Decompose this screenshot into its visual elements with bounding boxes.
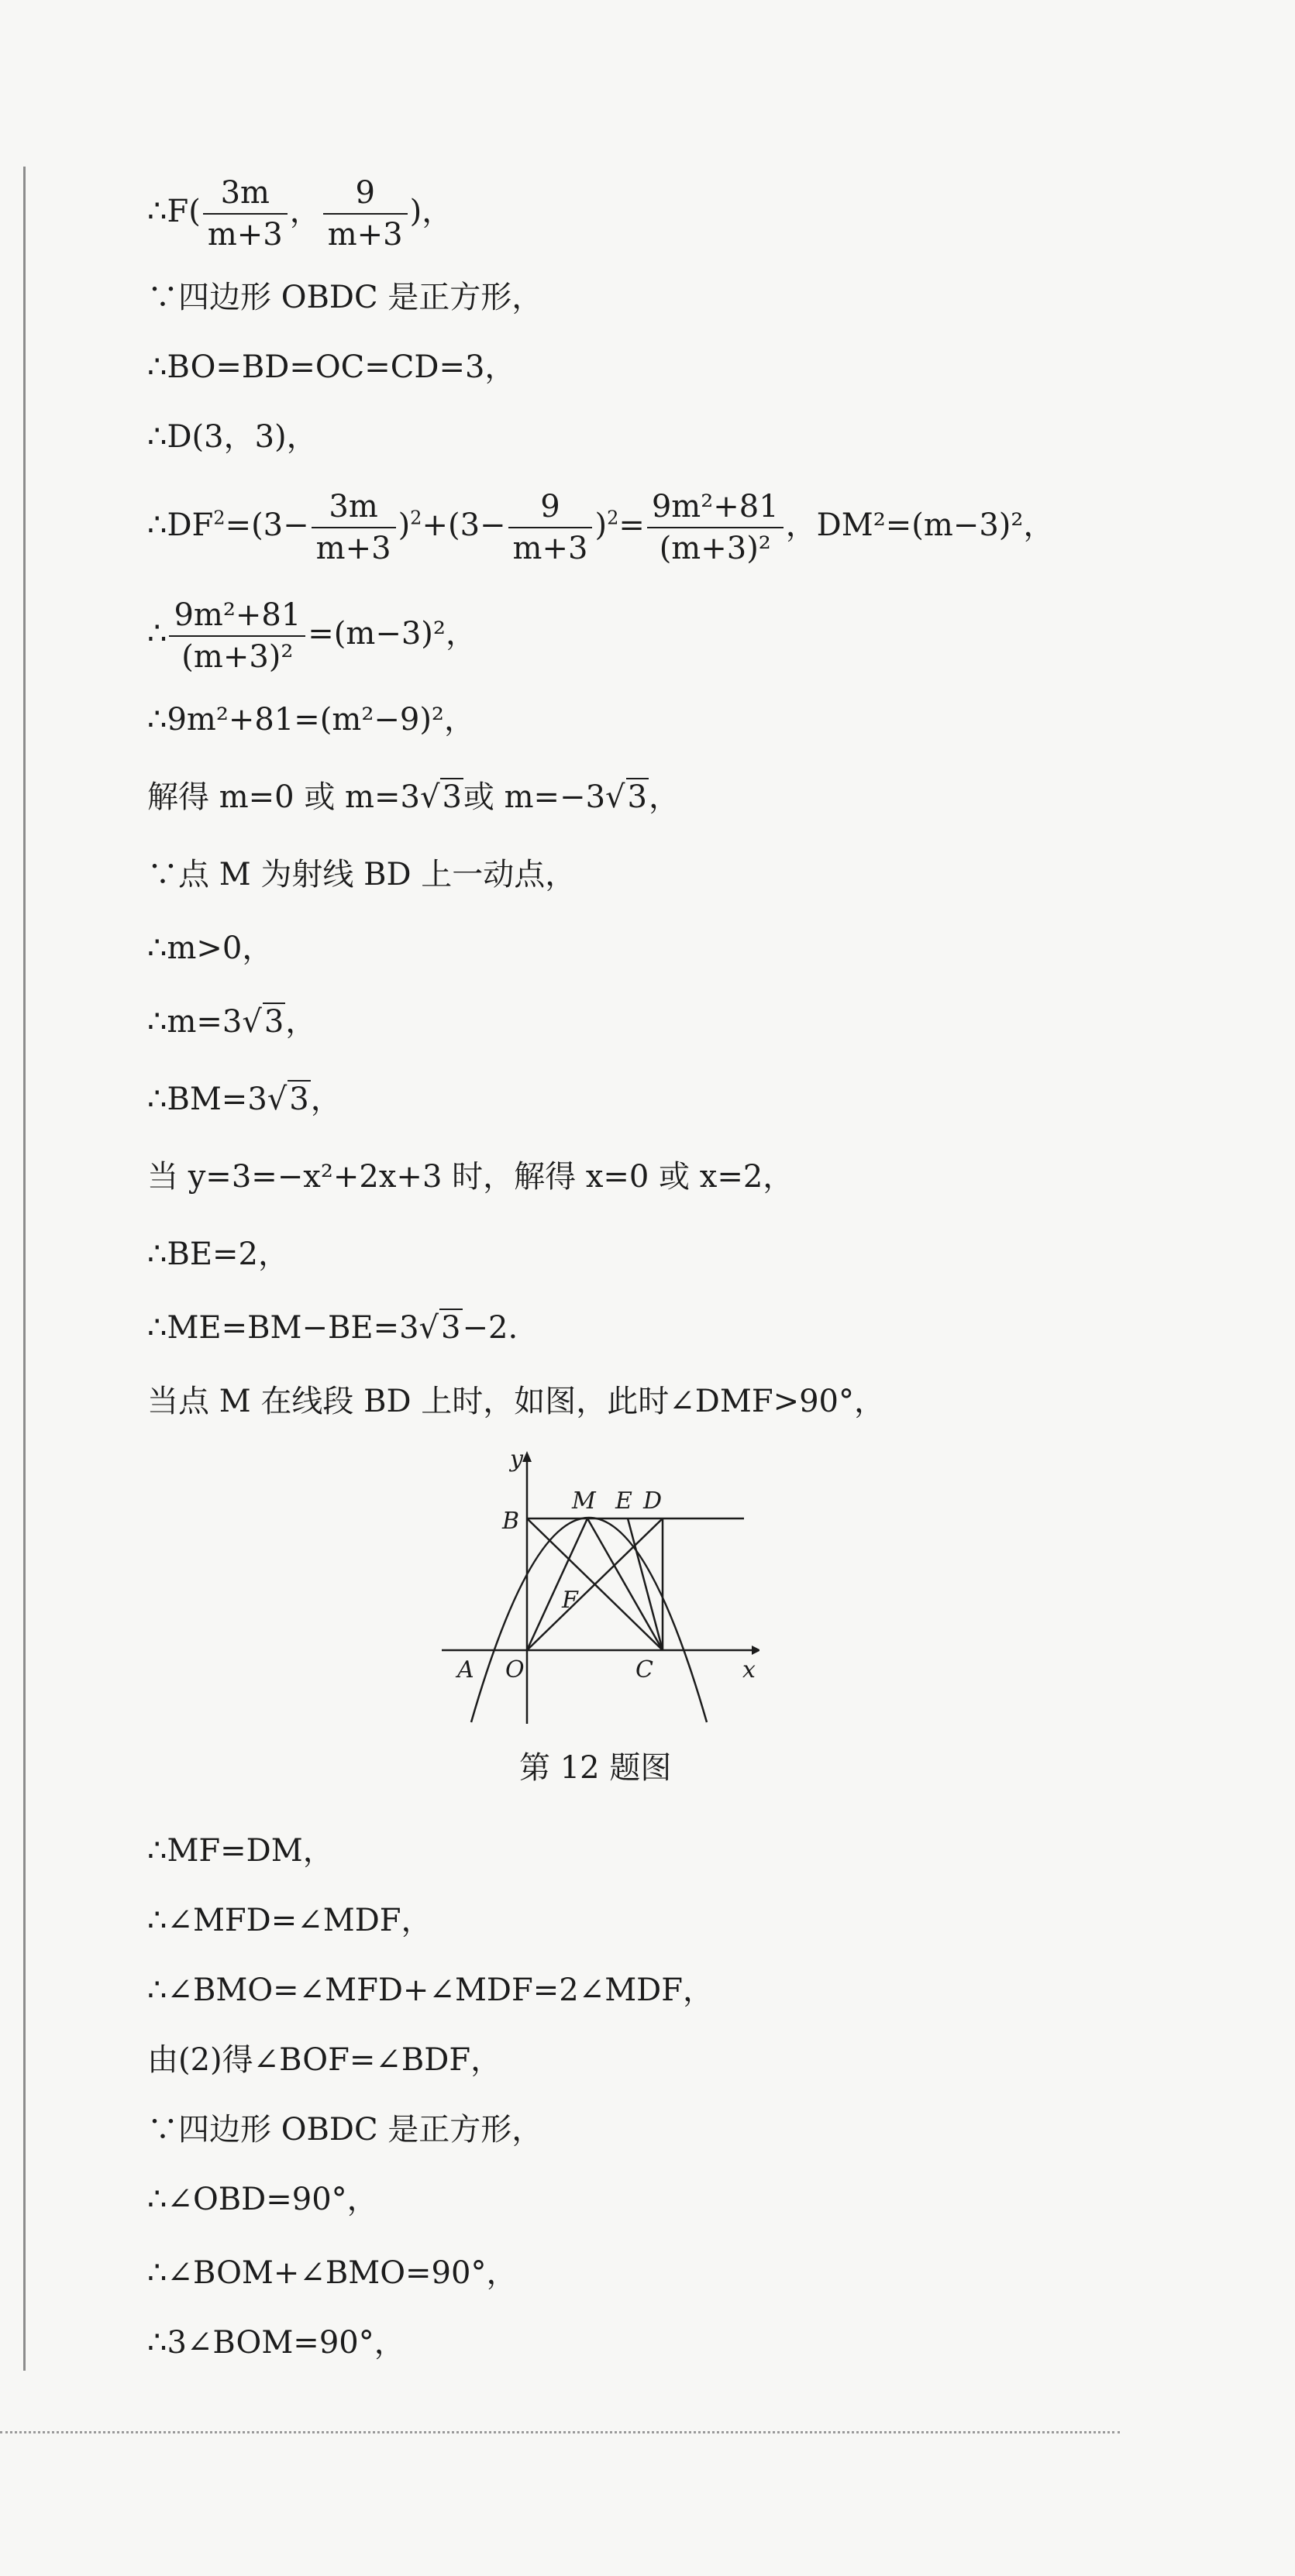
- label-e: E: [615, 1487, 632, 1515]
- line-19: ∴∠BMO=∠MFD+∠MDF=2∠MDF，: [147, 1972, 714, 2008]
- segment-ec: [628, 1518, 663, 1650]
- segment-mc: [587, 1518, 663, 1650]
- line-24: ∴3∠BOM=90°，: [147, 2325, 405, 2361]
- fraction: $\frac{9}{m+3}$: [508, 488, 593, 567]
- sqrt-sign: √: [418, 1310, 439, 1346]
- x-axis-arrow: [752, 1646, 759, 1655]
- sqrt-sign: √: [419, 779, 440, 815]
- figure-caption: 第 12 题图: [519, 1750, 672, 1786]
- line-8: 解得 m=0 或 m=3√3或 m=−3√3，: [147, 779, 680, 815]
- fraction: $\frac{3m}{m+3}$: [312, 488, 396, 567]
- label-m: M: [572, 1487, 596, 1515]
- footer-dotted-rule: [0, 2431, 1120, 2433]
- line-11: ∴m=3√3，: [147, 1004, 317, 1040]
- line-12: ∴BM=3√3，: [147, 1082, 342, 1117]
- sqrt-sign: √: [605, 779, 625, 815]
- segment-om: [527, 1518, 587, 1650]
- sqrt-sign: √: [242, 1004, 262, 1040]
- label-b: B: [502, 1508, 520, 1535]
- line-23: ∴∠BOM+∠BMO=90°，: [147, 2255, 518, 2291]
- line-5: $\therefore DF^2=(3-$ $\frac{3m}{m+3}$ )$^2$+(3− $\frac{9}{m+3}$ )$^2$= $\frac{\text{9m²+81}}{\text{(m+3)²}}$ ，DM²=(m−3)²，: [147, 489, 1055, 566]
- line-13: 当 y=3=−x²+2x+3 时，解得 x=0 或 x=2，: [147, 1159, 794, 1195]
- line-20: 由(2)得∠BOF=∠BDF，: [147, 2042, 502, 2078]
- fraction: $\frac{\text{9m²+81}}{\text{(m+3)²}}$: [169, 597, 305, 676]
- label-y: y: [510, 1446, 523, 1473]
- line-16: 当点 M 在线段 BD 上时，如图，此时∠DMF>90°，: [147, 1384, 885, 1419]
- label-f: F: [562, 1587, 578, 1614]
- label-c: C: [635, 1656, 653, 1684]
- margin-line: [23, 167, 26, 2371]
- line-10: ∴m>0，: [147, 930, 274, 966]
- label-x: x: [742, 1656, 756, 1684]
- line-4: ∴D(3，3)，: [147, 419, 318, 455]
- fraction: $\frac{3m}{m+3}$: [203, 174, 288, 253]
- line-7: ∴9m²+81=(m²−9)²，: [147, 702, 475, 738]
- parabola: [471, 1518, 707, 1722]
- line-2: ∵四边形 OBDC 是正方形，: [147, 280, 543, 315]
- y-axis-arrow: [522, 1451, 532, 1462]
- line-1: ∴F( $\frac{3m}{m+3}$ ， $\frac{9}{m+3}$ )，: [147, 175, 453, 253]
- geometry-figure: [434, 1445, 759, 1732]
- line-21: ∵四边形 OBDC 是正方形，: [147, 2112, 543, 2148]
- label-d: D: [643, 1487, 663, 1515]
- line-14: ∴BE=2，: [147, 1236, 290, 1272]
- line-15: ∴ME=BM−BE=3√3−2.: [147, 1310, 518, 1346]
- line-6: ∴ $\frac{\text{9m²+81}}{\text{(m+3)²}}$ =(m−3)²，: [147, 597, 477, 675]
- line-17: ∴MF=DM，: [147, 1833, 334, 1869]
- line-3: ∴BO=BD=OC=CD=3，: [147, 349, 516, 385]
- sqrt-sign: √: [267, 1082, 288, 1117]
- fraction: $\frac{\text{9m²+81}}{\text{(m+3)²}}$: [647, 488, 784, 567]
- line-18: ∴∠MFD=∠MDF，: [147, 1903, 432, 1938]
- line-9: ∵点 M 为射线 BD 上一动点，: [147, 857, 577, 892]
- line-22: ∴∠OBD=90°，: [147, 2182, 378, 2217]
- label-a: A: [457, 1656, 474, 1684]
- fraction: $\frac{9}{m+3}$: [323, 174, 408, 253]
- label-o: O: [505, 1656, 525, 1684]
